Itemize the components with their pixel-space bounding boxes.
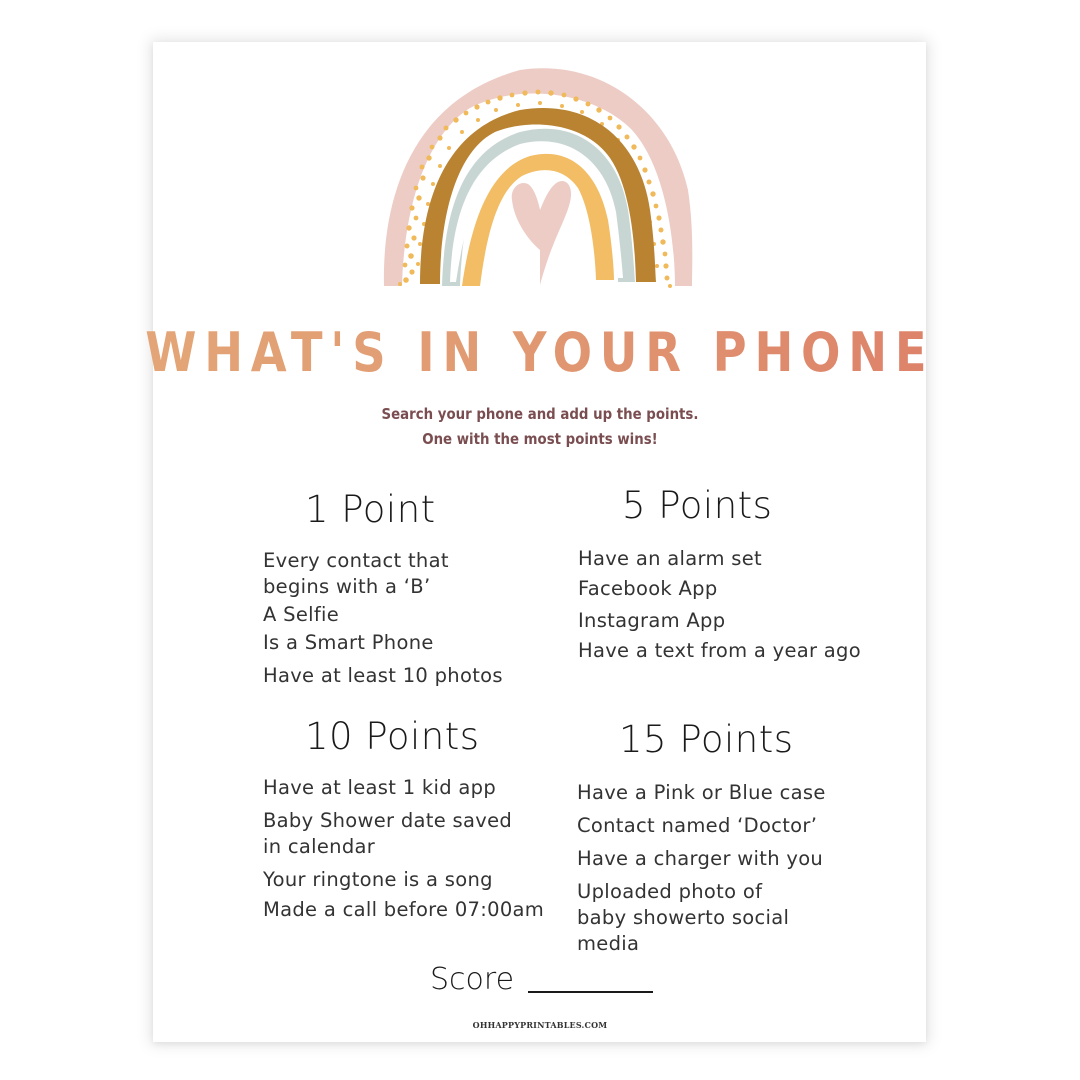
- list-item: Every contact that begins with a ‘B’: [263, 549, 449, 598]
- score-label: Score: [430, 962, 515, 997]
- section-5-points: [578, 484, 878, 664]
- section-heading: 5 Points: [622, 484, 773, 527]
- item-list: [263, 548, 563, 689]
- page-title-text: WHAT'S IN YOUR PHONE: [145, 318, 934, 388]
- list-item: Contact named ‘Doctor’: [577, 814, 818, 837]
- instructions-line-1: Search your phone and add up the points.: [381, 405, 699, 423]
- section-10-points: [263, 715, 563, 923]
- item-list: [577, 780, 877, 957]
- score-field: [430, 962, 653, 997]
- list-item: Have a text from a year ago: [578, 639, 861, 662]
- list-item: A Selfie: [263, 603, 340, 626]
- item-list: [263, 775, 563, 923]
- page-title: [0, 318, 1080, 388]
- item-list: [578, 546, 878, 664]
- list-item: Made a call before 07:00am: [263, 898, 545, 921]
- list-item: Uploaded photo of baby showerto social media: [577, 880, 790, 955]
- section-1-point: [263, 488, 563, 689]
- section-15-points: [577, 718, 877, 957]
- instructions-line-2: One with the most points wins!: [422, 430, 658, 448]
- list-item: Have a charger with you: [577, 847, 824, 870]
- rainbow-with-heart-icon: [370, 60, 710, 300]
- list-item: Facebook App: [578, 577, 718, 600]
- section-heading: 1 Point: [305, 488, 436, 531]
- instructions: [0, 402, 1080, 452]
- list-item: Have an alarm set: [578, 547, 762, 570]
- list-item: Baby Shower date saved in calendar: [263, 809, 513, 858]
- list-item: Have at least 10 photos: [263, 664, 503, 687]
- list-item: Instagram App: [578, 609, 726, 632]
- list-item: Is a Smart Phone: [263, 631, 434, 654]
- section-heading: 15 Points: [619, 718, 794, 761]
- footer-website: OHHAPPYPRINTABLES.COM: [472, 1020, 608, 1030]
- list-item: Your ringtone is a song: [263, 868, 493, 891]
- section-heading: 10 Points: [305, 715, 480, 758]
- heart-icon: [512, 181, 571, 285]
- list-item: Have at least 1 kid app: [263, 776, 497, 799]
- score-blank-line: [528, 991, 653, 993]
- list-item: Have a Pink or Blue case: [577, 781, 826, 804]
